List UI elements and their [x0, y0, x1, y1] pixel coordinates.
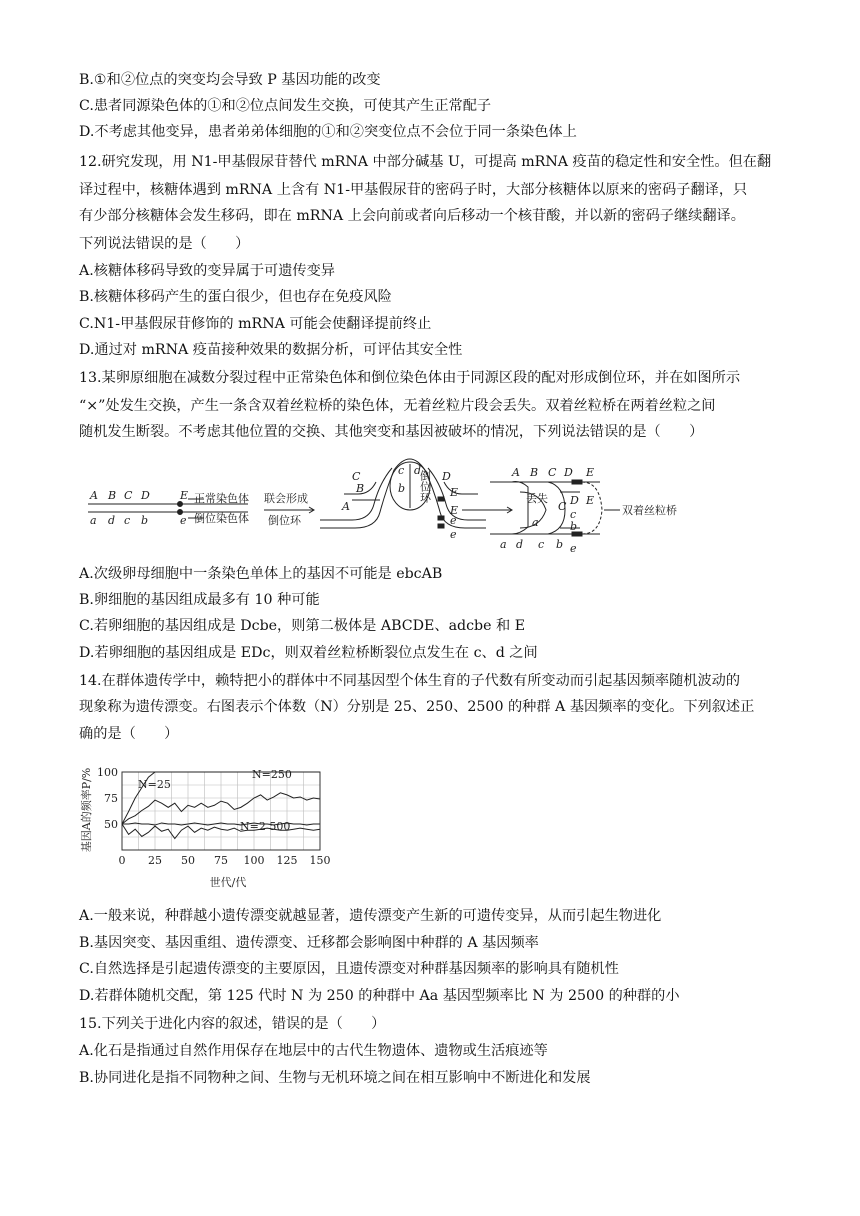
q13-stem-line-1: 13.某卵原细胞在减数分裂过程中正常染色体和倒位染色体由于同源区段的配对形成倒位环，并在如图所示: [79, 370, 741, 386]
q14-stem-line-3: 确的是（ ）: [79, 726, 179, 742]
synapsis-arrow-label-2: 倒位环: [268, 514, 301, 527]
loop-gene-b: b: [398, 482, 406, 495]
loop-gene-D: D: [442, 470, 451, 483]
loop-gene-e-bottom: e: [450, 528, 457, 541]
y-tick-label: 50: [104, 818, 118, 831]
lost-fragment-label: 丢失: [526, 492, 548, 505]
q12-stem-line-1: 12.研究发现，用 N1-甲基假尿苷替代 mRNA 中部分碱基 U，可提高 mRNA 疫苗的稳定性和安全性。但在翻: [79, 154, 772, 170]
loop-gene-e-mid: e: [450, 514, 457, 527]
gene-e-label: e: [180, 514, 187, 527]
bridge-gene-E: E: [586, 466, 595, 479]
x-tick-label: 50: [181, 854, 195, 867]
q14-option-c: C.自然选择是引起遗传漂变的主要原因，且遗传漂变对种群基因频率的影响具有随机性: [79, 961, 619, 977]
q12-option-a: A.核糖体移码导致的变异属于可遗传变异: [79, 263, 335, 279]
chart-y-axis-label: 基因A的频率P/%: [80, 767, 93, 853]
q12-stem-line-3: 有少部分核糖体会发生移码，即在 mRNA 上会向前或者向后移动一个核苷酸，并以新的密码子继续翻译。: [79, 208, 745, 224]
option-b-line: B.①和②位点的突变均会导致 P 基因功能的改变: [79, 72, 381, 88]
bridge-gene-D: D: [564, 466, 573, 479]
y-tick-label: 100: [97, 766, 118, 779]
bridge-gene-C: C: [548, 466, 557, 479]
gene-E-label: E: [180, 489, 189, 502]
normal-chromosome-label: 正常染色体: [194, 492, 249, 505]
y-tick-label: 75: [104, 792, 118, 805]
loop-gene-C: C: [352, 470, 361, 483]
bridge-gene-c: c: [538, 538, 545, 551]
loop-gene-B: B: [356, 482, 365, 495]
q13-stem-line-3: 随机发生断裂。不考虑其他位置的交换、其他突变和基因被破坏的情况，下列说法错误的是（ ）: [79, 424, 704, 440]
x-tick-label: 0: [118, 854, 126, 867]
q15-option-b: B.协同进化是指不同物种之间、生物与无机环境之间在相互影响中不断进化和发展: [79, 1070, 591, 1086]
chart-x-axis-label: 世代/代: [209, 876, 247, 889]
bridge-gene-c-mid: c: [570, 508, 577, 521]
bridge-gene-e-bottom: e: [570, 542, 577, 555]
bridge-gene-E-mid: E: [586, 494, 595, 507]
bridge-gene-C-mid: C: [558, 500, 567, 513]
bridge-gene-b: b: [556, 538, 564, 551]
q13-stem-line-2: “×”处发生交换，产生一条含双着丝粒桥的染色体，无着丝粒片段会丢失。双着丝粒桥在两着丝粒之间: [79, 398, 716, 414]
gene-C-label: C: [124, 489, 133, 502]
genetic-drift-chart: [80, 758, 340, 892]
gene-D-label: D: [141, 489, 150, 502]
q15-option-a: A.化石是指通过自然作用保存在地层中的古代生物遗体、遗物或生活痕迹等: [79, 1043, 548, 1059]
gene-A-label: A: [90, 489, 98, 502]
synapsis-arrow-label-1: 联会形成: [264, 492, 308, 505]
loop-gene-c: c: [398, 464, 405, 477]
loop-label: 倒位环: [418, 470, 432, 503]
q14-option-d: D.若群体随机交配，第 125 代时 N 为 250 的种群中 Aa 基因型频率比 N 为 2500 的种群的小: [79, 988, 680, 1004]
loop-gene-A: A: [342, 500, 350, 513]
bridge-gene-A: A: [512, 466, 520, 479]
option-d-line: D.不考虑其他变异，患者弟弟体细胞的①和②突变位点不会位于同一条染色体上: [79, 124, 577, 140]
option-c-line: C.患者同源染色体的①和②位点间发生交换，可使其产生正常配子: [79, 98, 492, 114]
series-label-n25: N=25: [138, 778, 171, 791]
q14-option-a: A.一般来说，种群越小遗传漂变就越显著，遗传漂变产生新的可遗传变异，从而引起生物进化: [79, 908, 662, 924]
q12-option-d: D.通过对 mRNA 疫苗接种效果的数据分析，可评估其安全性: [79, 342, 463, 358]
q13-option-a: A.次级卵母细胞中一条染色单体上的基因不可能是 ebcAB: [79, 566, 443, 582]
gene-a-label: a: [90, 514, 97, 527]
gene-d-label: d: [108, 514, 116, 527]
bridge-gene-D-mid: D: [570, 494, 579, 507]
q13-option-d: D.若卵细胞的基因组成是 EDc，则双着丝粒桥断裂位点发生在 c、d 之间: [79, 645, 538, 661]
gene-c-label: c: [124, 514, 131, 527]
q12-option-b: B.核糖体移码产生的蛋白很少，但也存在免疫风险: [79, 289, 392, 305]
q12-stem-line-2: 译过程中，核糖体遇到 mRNA 上含有 N1-甲基假尿苷的密码子时，大部分核糖体以原来的密码子翻译，只: [79, 182, 748, 198]
x-tick-label: 125: [276, 854, 298, 867]
bridge-gene-d: d: [516, 538, 524, 551]
x-tick-label: 75: [214, 854, 228, 867]
q14-stem-line-1: 14.在群体遗传学中，赖特把小的群体中不同基因型个体生育的子代数有所变动而引起基因频率随机波动的: [79, 673, 741, 689]
series-label-n2500: N=2 500: [240, 820, 291, 833]
q15-stem: 15.下列关于进化内容的叙述，错误的是（ ）: [79, 1016, 386, 1032]
dicentric-bridge-label: 双着丝粒桥: [622, 504, 677, 517]
q12-stem-line-4: 下列说法错误的是（ ）: [79, 236, 250, 252]
loop-gene-E-top: E: [450, 486, 459, 499]
loop-gene-d: d: [414, 464, 422, 477]
q12-option-c: C.N1-甲基假尿苷修饰的 mRNA 可能会使翻译提前终止: [79, 316, 432, 332]
bridge-gene-b-mid: b: [570, 520, 578, 533]
gene-B-label: B: [108, 489, 117, 502]
q14-stem-line-2: 现象称为遗传漂变。右图表示个体数（N）分别是 25、250、2500 的种群 A 基因频率的变化。下列叙述正: [79, 699, 755, 715]
q13-option-c: C.若卵细胞的基因组成是 Dcbe，则第二极体是 ABCDE、adcbe 和 E: [79, 618, 526, 634]
x-tick-label: 25: [148, 854, 162, 867]
series-label-n250: N=250: [252, 768, 292, 781]
x-tick-label: 150: [309, 854, 331, 867]
inverted-chromosome-label: 倒位染色体: [194, 512, 249, 525]
q13-option-b: B.卵细胞的基因组成最多有 10 种可能: [79, 592, 320, 608]
bridge-gene-a: a: [500, 538, 507, 551]
bridge-gene-B: B: [530, 466, 539, 479]
loop-gene-E-mid: E: [450, 504, 459, 517]
x-tick-label: 100: [243, 854, 265, 867]
inversion-loop-diagram: [80, 452, 690, 556]
gene-b-label: b: [141, 514, 149, 527]
q14-option-b: B.基因突变、基因重组、遗传漂变、迁移都会影响图中种群的 A 基因频率: [79, 935, 539, 951]
bridge-gene-a-inner: a: [532, 516, 539, 529]
